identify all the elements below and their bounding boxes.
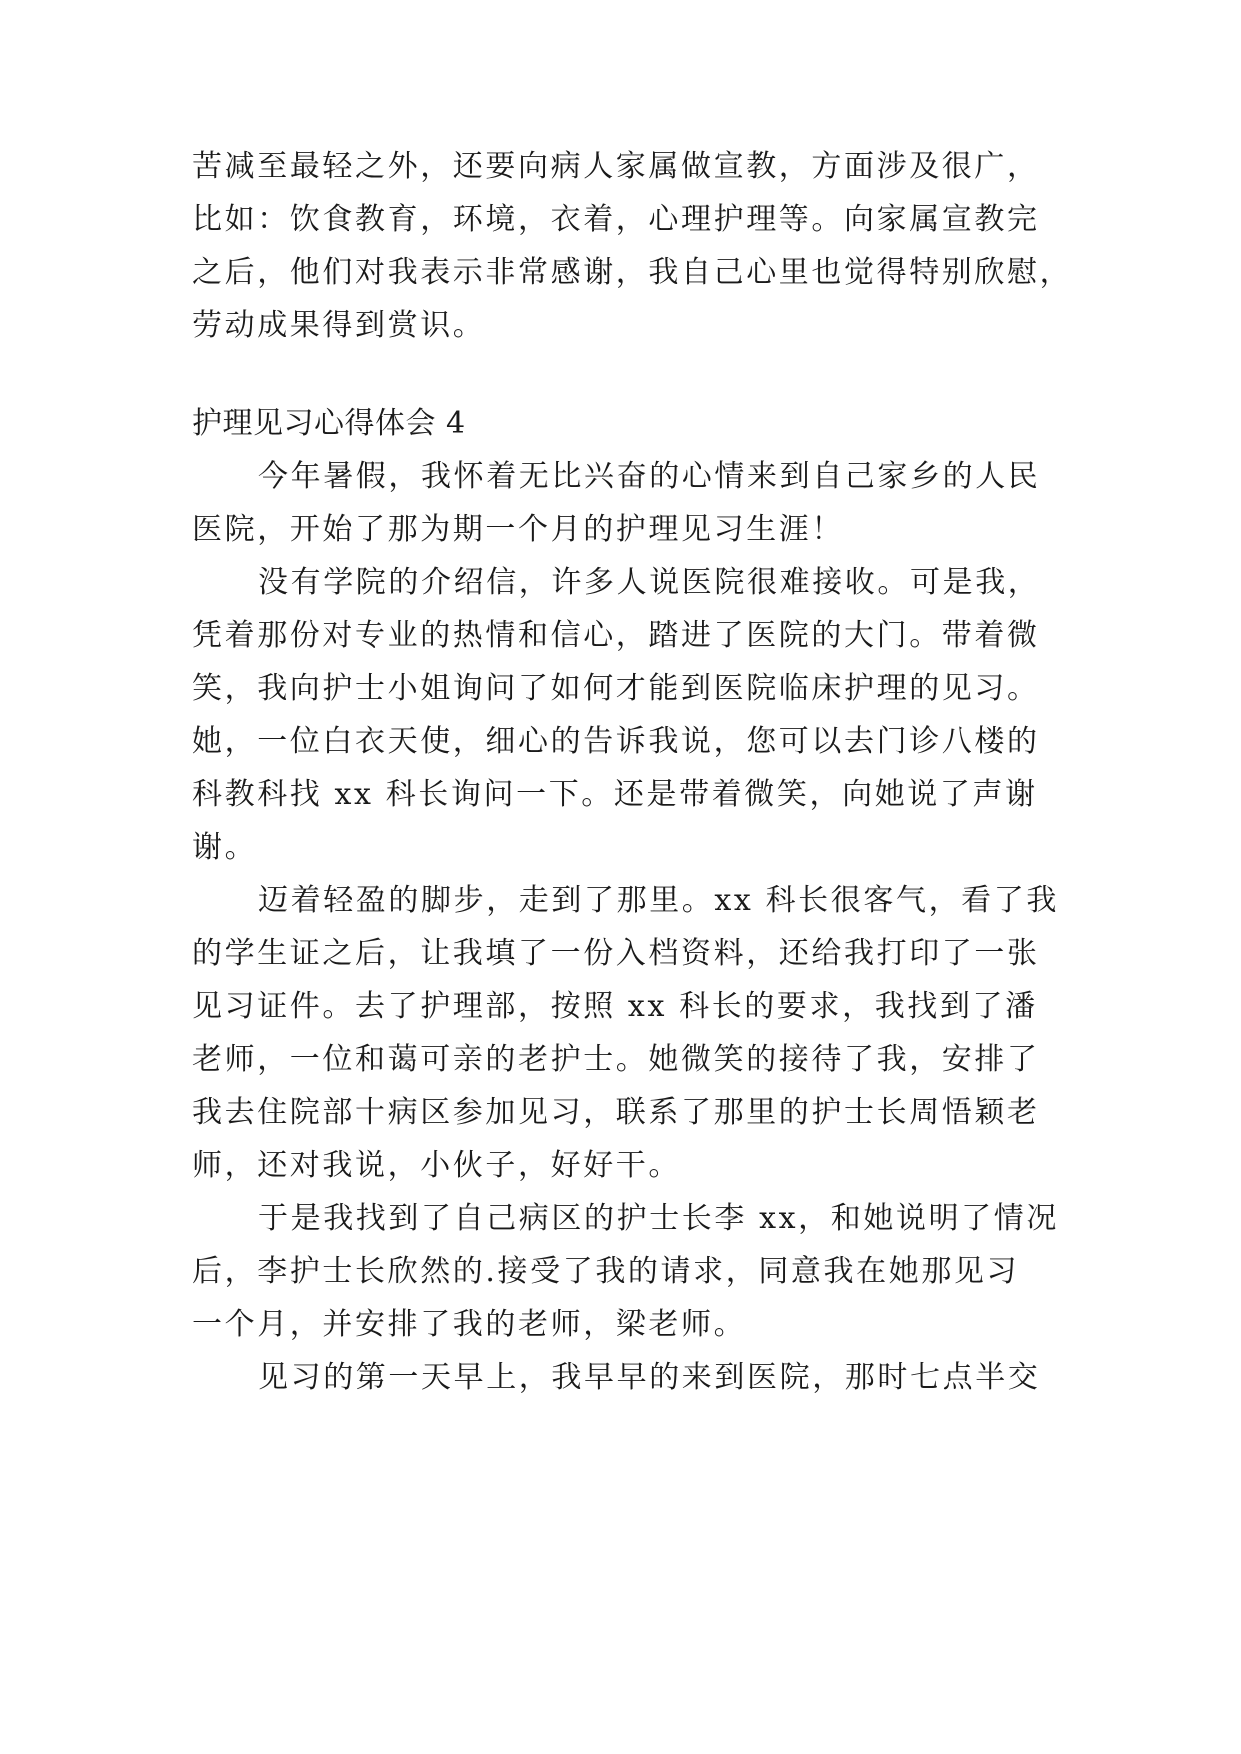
paragraph-line: 没有学院的介绍信，许多人说医院很难接收。可是我， xyxy=(258,565,1041,600)
paragraph-line: 见习证件。去了护理部，按照 xx 科长的要求，我找到了潘 xyxy=(192,989,1038,1024)
paragraph-line: 谢。 xyxy=(192,830,258,865)
paragraph-line: 见习的第一天早上，我早早的来到医院，那时七点半交 xyxy=(258,1360,1041,1395)
paragraph-line: 老师，一位和蔼可亲的老护士。她微笑的接待了我，安排了 xyxy=(192,1042,1040,1077)
paragraph-line: 今年暑假，我怀着无比兴奋的心情来到自己家乡的人民 xyxy=(258,459,1041,494)
intro-line: 之后，他们对我表示非常感谢，我自己心里也觉得特别欣慰， xyxy=(192,255,1073,290)
paragraph-line: 医院，开始了那为期一个月的护理见习生涯！ xyxy=(192,512,844,547)
paragraph-line: 笑，我向护士小姐询问了如何才能到医院临床护理的见习。 xyxy=(192,671,1040,706)
paragraph-line: 一个月，并安排了我的老师，梁老师。 xyxy=(192,1307,747,1342)
paragraph-line: 凭着那份对专业的热情和信心，踏进了医院的大门。带着微 xyxy=(192,618,1040,653)
intro-line: 劳动成果得到赏识。 xyxy=(192,308,486,343)
paragraph-line: 的学生证之后，让我填了一份入档资料，还给我打印了一张 xyxy=(192,936,1040,971)
intro-line: 苦减至最轻之外，还要向病人家属做宣教，方面涉及很广， xyxy=(192,149,1040,184)
intro-line: 比如：饮食教育，环境，衣着，心理护理等。向家属宣教完 xyxy=(192,202,1040,237)
paragraph-line: 于是我找到了自己病区的护士长李 xx，和她说明了情况 xyxy=(258,1201,1059,1236)
section-title: 护理见习心得体会 4 xyxy=(192,406,466,441)
paragraph-line: 师，还对我说，小伙子，好好干。 xyxy=(192,1148,681,1183)
paragraph-line: 后，李护士长欣然的.接受了我的请求，同意我在她那见习 xyxy=(192,1254,1020,1289)
paragraph-line: 我去住院部十病区参加见习，联系了那里的护士长周悟颖老 xyxy=(192,1095,1040,1130)
paragraph-line: 迈着轻盈的脚步，走到了那里。xx 科长很客气，看了我 xyxy=(258,883,1059,918)
paragraph-line: 科教科找 xx 科长询问一下。还是带着微笑，向她说了声谢 xyxy=(192,777,1038,812)
paragraph-line: 她，一位白衣天使，细心的告诉我说，您可以去门诊八楼的 xyxy=(192,724,1040,759)
